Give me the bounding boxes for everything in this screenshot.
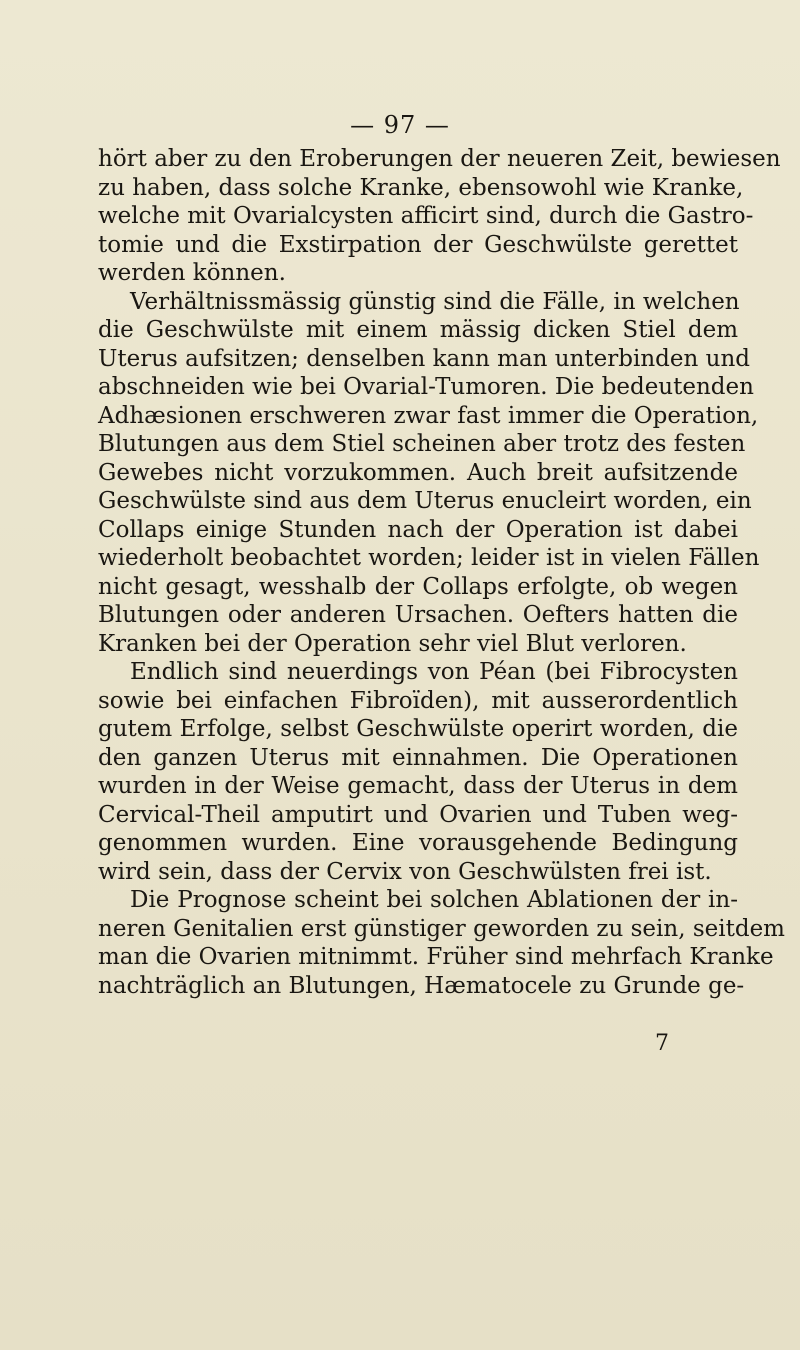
text-line: welche mit Ovarialcysten afficirt sind, durch die Gastro-	[98, 203, 754, 229]
text-line: zu haben, dass solche Kranke, ebensowohl wie Kranke,	[98, 174, 744, 201]
body-text	[98, 145, 785, 1000]
text-line: nachträglich an Blutungen, Hæmatocele zu Grunde ge-	[98, 972, 745, 999]
signature-mark: 7	[655, 1031, 669, 1056]
text-line: gutem Erfolge, selbst Geschwülste operirt worden, die	[98, 716, 738, 742]
text-line: Verhältnissmässig günstig sind die Fälle, in welchen	[130, 288, 740, 315]
text-line: Blutungen oder anderen Ursachen. Oefters hatten die	[98, 602, 738, 628]
text-line: hört aber zu den Eroberungen der neueren Zeit, bewiesen	[98, 146, 781, 172]
text-line: Adhæsionen erschweren zwar fast immer die Operation,	[98, 402, 759, 429]
text-line: die Geschwülste mit einem mässig dicken Stiel dem	[98, 317, 738, 343]
text-line: Endlich sind neuerdings von Péan (bei Fibrocysten	[130, 659, 738, 685]
text-line: abschneiden wie bei Ovarial-Tumoren. Die bedeutenden	[98, 374, 754, 400]
text-line: wird sein, dass der Cervix von Geschwülsten frei ist.	[98, 858, 712, 885]
text-line: wiederholt beobachtet worden; leider ist in vielen Fällen	[98, 545, 760, 571]
text-line: werden können.	[98, 260, 286, 286]
text-line: wurden in der Weise gemacht, dass der Uterus in dem	[98, 773, 738, 799]
text-line: Blutungen aus dem Stiel scheinen aber trotz des festen	[98, 431, 746, 457]
page-number-header: — 97 —	[350, 111, 450, 139]
text-line: Cervical-Theil amputirt und Ovarien und Tuben weg-	[98, 801, 738, 828]
text-line: man die Ovarien mitnimmt. Früher sind mehrfach Kranke	[98, 944, 774, 970]
text-line: neren Genitalien erst günstiger geworden zu sein, seitdem	[98, 915, 785, 942]
text-line: Kranken bei der Operation sehr viel Blut verloren.	[98, 630, 687, 657]
text-line: Uterus aufsitzen; denselben kann man unterbinden und	[98, 345, 750, 372]
text-line: Gewebes nicht vorzukommen. Auch breit aufsitzende	[98, 459, 738, 486]
text-line: Geschwülste sind aus dem Uterus enucleirt worden, ein	[98, 488, 752, 514]
text-line: nicht gesagt, wesshalb der Collaps erfolgte, ob wegen	[98, 573, 738, 600]
text-line: Die Prognose scheint bei solchen Ablationen der in-	[130, 887, 738, 913]
text-line: Collaps einige Stunden nach der Operation ist dabei	[98, 516, 738, 543]
text-line: tomie und die Exstirpation der Geschwülste gerettet	[98, 231, 738, 258]
text-line: den ganzen Uterus mit einnahmen. Die Operationen	[98, 744, 738, 771]
text-line: genommen wurden. Eine vorausgehende Bedingung	[98, 830, 738, 856]
text-line: sowie bei einfachen Fibroïden), mit ausserordentlich	[98, 687, 738, 714]
